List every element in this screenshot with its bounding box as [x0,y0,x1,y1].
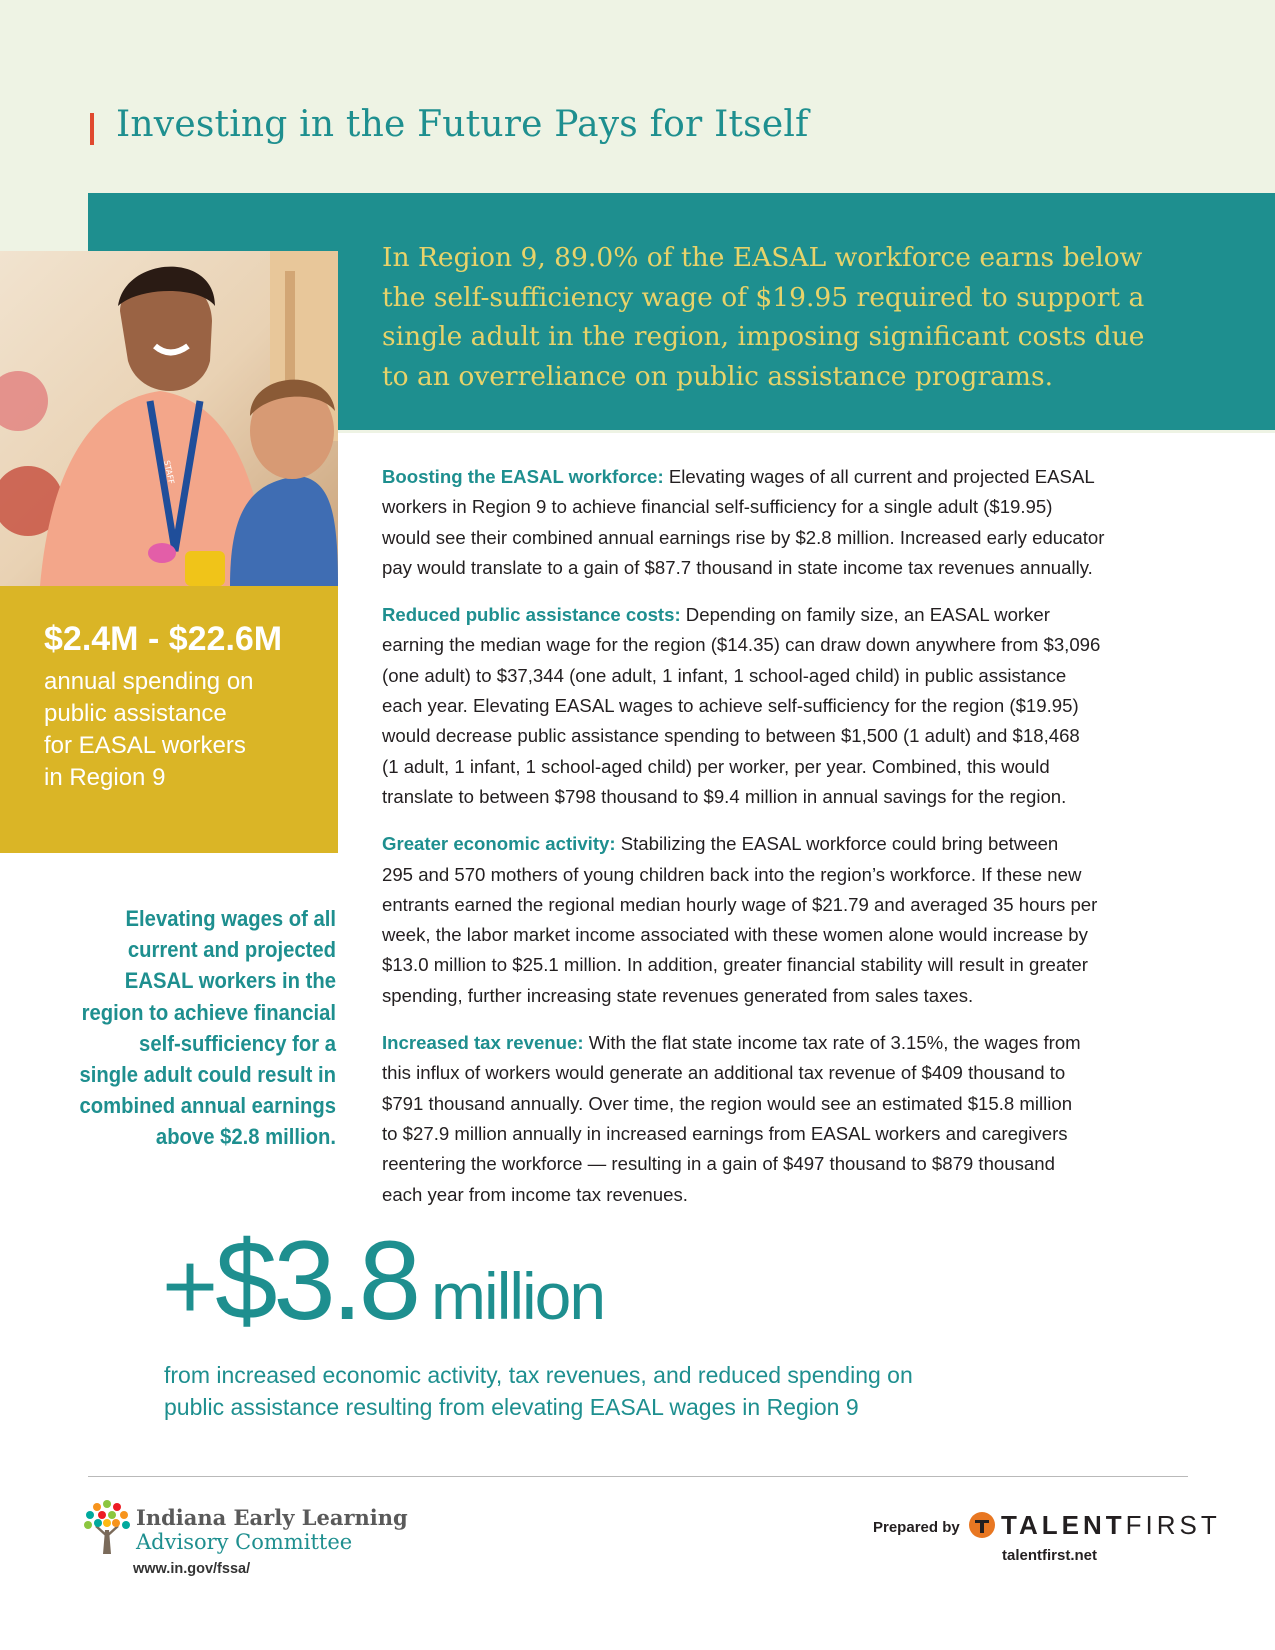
pull-quote-line: combined annual earnings [79,1093,336,1119]
section-text: week, the labor market income associated with these women alone would increase by [382,924,1088,946]
callout-line: single adult in the region, imposing significant costs due [382,321,1145,352]
wordmark-talent: TALENT [1001,1510,1126,1540]
section-text: would decrease public assistance spending to between $1,500 (1 adult) and $18,468 [382,725,1080,747]
headline-stat-amount: $3.8 [215,1218,418,1343]
talentfirst-logo-icon [968,1511,996,1539]
caption-line: public assistance resulting from elevating EASAL wages in Region 9 [164,1394,859,1420]
lanyard-text: STAFF [162,459,176,485]
section-text: 295 and 570 mothers of young children back into the region’s workforce. If these new [382,863,1082,885]
section-text: this influx of workers would generate an additional tax revenue of $409 thousand to [382,1062,1066,1084]
pull-quote-line: current and projected [127,937,336,963]
section-text: entrants earned the regional median hourly wage of $21.79 and averaged 35 hours per [382,893,1098,915]
section-text: Stabilizing the EASAL workforce could bring between [615,833,1059,855]
section-heading: Boosting the EASAL workforce: [382,466,664,487]
section-boosting-workforce [382,462,1162,583]
section-reduced-assistance [382,600,1162,812]
page-title: Investing in the Future Pays for Itself [116,104,809,145]
section-text: With the flat state income tax rate of 3.15%, the wages from [583,1032,1081,1054]
body-text [382,462,1162,1227]
section-text: $791 thousand annually. Over time, the region would see an estimated $15.8 million [382,1092,1073,1114]
section-heading: Reduced public assistance costs: [382,604,681,626]
pull-quote-line: above $2.8 million. [155,1124,336,1150]
pull-quote-line: self-sufficiency for a [139,1030,336,1056]
section-text: each year from income tax revenues. [382,1183,688,1205]
section-economic-activity [382,829,1162,1011]
section-text: (1 adult, 1 infant, 1 school-aged child) per worker, per year. Combined, this would [382,755,1050,777]
section-text: workers in Region 9 to achieve financial self-sufficiency for a single adult ($19.95) [382,496,1053,518]
section-text: translate to between $798 thousand to $9.4 million in annual savings for the region. [382,785,1067,807]
org-name-line: Indiana Early Learning [136,1505,408,1530]
pull-quote-line: single adult could result in [79,1062,337,1088]
section-text: $13.0 million to $25.1 million. In addition, greater financial stability will result in greater [382,954,1088,976]
pull-quote-line: EASAL workers in the [124,968,336,994]
org-name-line: Advisory Committee [136,1530,353,1554]
callout-line: In Region 9, 89.0% of the EASAL workforce earns below [382,242,1143,273]
callout-text [382,238,1182,396]
pull-quote [70,903,336,1153]
section-text: reentering the workforce — resulting in a gain of $497 thousand to $879 thousand [382,1153,1055,1175]
org-url-link[interactable]: www.in.gov/fssa/ [133,1561,251,1577]
prepared-by-label: Prepared by [873,1519,960,1536]
section-text: (one adult) to $37,344 (one adult, 1 infant, 1 school-aged child) in public assistance [382,664,1067,686]
tree-logo-icon [82,1496,132,1558]
caption-line: public assistance [44,700,227,727]
section-heading: Increased tax revenue: [382,1032,584,1054]
headline-stat-unit: million [431,1259,605,1333]
headline-stat-caption [164,1359,1064,1423]
footer-divider [88,1476,1188,1477]
section-text: Elevating wages of all current and projected EASAL [663,466,1095,487]
caption-line: for EASAL workers [44,732,246,759]
headline-stat [162,1216,604,1345]
section-text: Depending on family size, an EASAL worker [680,604,1050,626]
section-text: each year. Elevating EASAL wages to achieve self-sufficiency for the region ($19.95) [382,695,1079,717]
section-text: would see their combined annual earnings rise by $2.8 million. Increased early educator [382,526,1105,548]
section-text: pay would translate to a gain of $87.7 thousand in state income tax revenues annually. [382,556,1093,578]
headline-stat-plus: + [162,1233,216,1340]
section-text: to $27.9 million annually in increased earnings from EASAL workers and caregivers [382,1122,1068,1144]
section-heading: Greater economic activity: [382,833,616,855]
caption-line: from increased economic activity, tax revenues, and reduced spending on [164,1362,913,1388]
pull-quote-line: region to achieve financial [81,999,336,1025]
spending-stat-value: $2.4M - $22.6M [44,620,283,658]
org-name [136,1506,408,1554]
section-text: spending, further increasing state revenues generated from sales taxes. [382,984,974,1006]
talentfirst-wordmark [1001,1510,1221,1541]
educator-with-child-photo [0,251,338,586]
section-tax-revenue [382,1028,1162,1210]
talentfirst-url-link[interactable]: talentfirst.net [1002,1547,1098,1564]
spending-stat-card [0,586,338,853]
title-accent-bar [90,113,94,145]
spending-stat-caption [44,666,314,794]
callout-line: to an overreliance on public assistance programs. [382,360,1054,392]
section-text: earning the median wage for the region ($14.35) can draw down anywhere from $3,096 [382,634,1101,656]
caption-line: annual spending on [44,668,254,695]
callout-line: the self-sufficiency wage of $19.95 required to support a [382,281,1145,313]
pull-quote-line: Elevating wages of all [125,906,336,931]
caption-line: in Region 9 [44,764,166,791]
wordmark-first: FIRST [1125,1510,1221,1540]
